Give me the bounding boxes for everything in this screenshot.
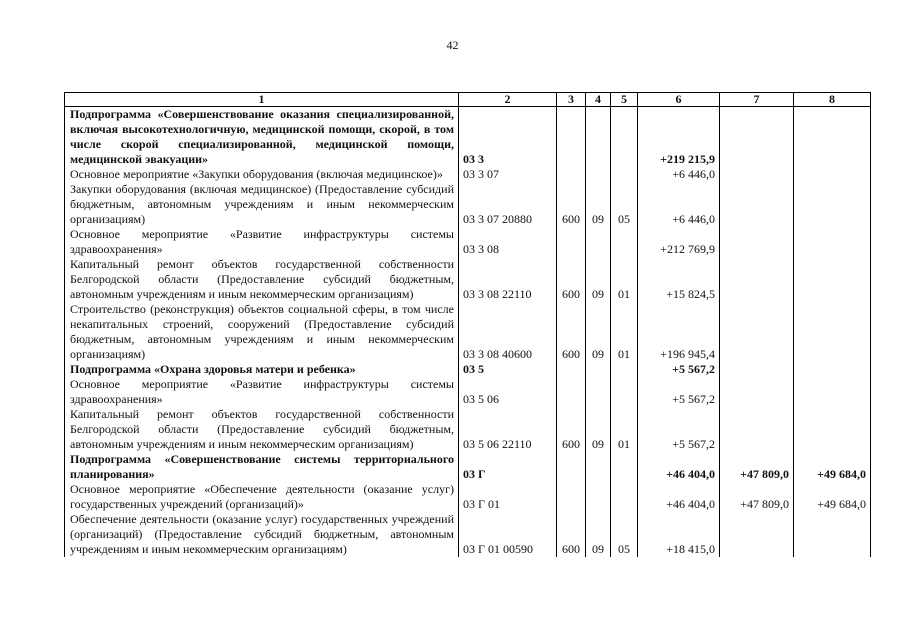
header-col-5: 5 bbox=[611, 93, 638, 107]
row-subsection: 05 bbox=[611, 512, 638, 557]
row-section: 09 bbox=[586, 257, 611, 302]
row-amount-2 bbox=[720, 182, 794, 227]
row-name: Основное мероприятие «Обеспечение деятельности (оказание услуг) государственных учреждений (организаций)» bbox=[65, 482, 459, 512]
row-name: Закупки оборудования (включая медицинское) (Предоставление субсидий бюджетным, автономным учреждениям и иным некоммерческим организациям) bbox=[65, 182, 459, 227]
row-amount-1: +5 567,2 bbox=[638, 362, 720, 377]
row-expense-type bbox=[557, 452, 586, 482]
table-row bbox=[65, 407, 871, 452]
row-name: Строительство (реконструкция) объектов социальной сферы, в том числе некапитальных строений, сооружений (Предоставление субсидий бюджетным, автономным учреждениям и иным некоммерческим организациям) bbox=[65, 302, 459, 362]
row-amount-3: +49 684,0 bbox=[794, 452, 871, 482]
row-amount-2 bbox=[720, 377, 794, 407]
row-amount-1: +212 769,9 bbox=[638, 227, 720, 257]
row-code: 03 3 bbox=[459, 107, 557, 168]
row-amount-1: +5 567,2 bbox=[638, 377, 720, 407]
table-row bbox=[65, 182, 871, 227]
row-name: Капитальный ремонт объектов государственной собственности Белгородской области (Предоставление субсидий бюджетным, автономным учреждениям и иным некоммерческим организациям) bbox=[65, 407, 459, 452]
row-expense-type: 600 bbox=[557, 182, 586, 227]
row-subsection: 01 bbox=[611, 302, 638, 362]
row-subsection bbox=[611, 362, 638, 377]
row-amount-3 bbox=[794, 257, 871, 302]
table-row bbox=[65, 452, 871, 482]
row-code: 03 3 08 22110 bbox=[459, 257, 557, 302]
table-row bbox=[65, 107, 871, 168]
row-amount-1: +15 824,5 bbox=[638, 257, 720, 302]
row-subsection bbox=[611, 227, 638, 257]
row-amount-2 bbox=[720, 512, 794, 557]
row-name: Подпрограмма «Совершенствование оказания специализированной, включая высокотехнологичную, медицинской помощи, скорой, в том числе скорой специализированной, медицинской помощи, медицинской эвакуации» bbox=[65, 107, 459, 168]
row-amount-1: +46 404,0 bbox=[638, 452, 720, 482]
row-expense-type bbox=[557, 377, 586, 407]
row-subsection bbox=[611, 377, 638, 407]
row-amount-2 bbox=[720, 362, 794, 377]
row-amount-2 bbox=[720, 107, 794, 168]
row-amount-1: +196 945,4 bbox=[638, 302, 720, 362]
table-row bbox=[65, 482, 871, 512]
row-section bbox=[586, 167, 611, 182]
row-subsection: 01 bbox=[611, 407, 638, 452]
row-code: 03 3 07 bbox=[459, 167, 557, 182]
row-expense-type bbox=[557, 482, 586, 512]
row-amount-3 bbox=[794, 227, 871, 257]
header-col-3: 3 bbox=[557, 93, 586, 107]
row-section bbox=[586, 377, 611, 407]
row-amount-1: +6 446,0 bbox=[638, 182, 720, 227]
row-code: 03 3 07 20880 bbox=[459, 182, 557, 227]
row-amount-1: +6 446,0 bbox=[638, 167, 720, 182]
row-name: Подпрограмма «Совершенствование системы территориального планирования» bbox=[65, 452, 459, 482]
row-amount-3 bbox=[794, 377, 871, 407]
row-expense-type: 600 bbox=[557, 512, 586, 557]
row-name: Подпрограмма «Охрана здоровья матери и ребенка» bbox=[65, 362, 459, 377]
row-code: 03 5 06 bbox=[459, 377, 557, 407]
header-col-8: 8 bbox=[794, 93, 871, 107]
row-amount-2 bbox=[720, 227, 794, 257]
row-expense-type: 600 bbox=[557, 407, 586, 452]
row-code: 03 Г 01 bbox=[459, 482, 557, 512]
row-code: 03 5 06 22110 bbox=[459, 407, 557, 452]
row-name: Основное мероприятие «Развитие инфраструктуры системы здравоохранения» bbox=[65, 227, 459, 257]
row-section: 09 bbox=[586, 302, 611, 362]
row-section bbox=[586, 227, 611, 257]
row-subsection bbox=[611, 482, 638, 512]
row-section: 09 bbox=[586, 512, 611, 557]
row-section bbox=[586, 482, 611, 512]
row-subsection bbox=[611, 452, 638, 482]
row-section bbox=[586, 107, 611, 168]
row-amount-2 bbox=[720, 167, 794, 182]
table-row bbox=[65, 302, 871, 362]
row-amount-3 bbox=[794, 167, 871, 182]
row-code: 03 Г 01 00590 bbox=[459, 512, 557, 557]
row-section: 09 bbox=[586, 407, 611, 452]
header-col-2: 2 bbox=[459, 93, 557, 107]
row-amount-2 bbox=[720, 302, 794, 362]
row-name: Основное мероприятие «Закупки оборудования (включая медицинское)» bbox=[65, 167, 459, 182]
page-number: 42 bbox=[446, 38, 459, 52]
row-subsection: 05 bbox=[611, 182, 638, 227]
table-row bbox=[65, 362, 871, 377]
row-amount-1: +5 567,2 bbox=[638, 407, 720, 452]
row-subsection bbox=[611, 167, 638, 182]
row-section: 09 bbox=[586, 182, 611, 227]
table-row bbox=[65, 167, 871, 182]
row-amount-3 bbox=[794, 407, 871, 452]
header-row bbox=[65, 93, 871, 107]
row-code: 03 Г bbox=[459, 452, 557, 482]
row-code: 03 5 bbox=[459, 362, 557, 377]
table-row bbox=[65, 377, 871, 407]
row-expense-type bbox=[557, 167, 586, 182]
row-name: Обеспечение деятельности (оказание услуг) государственных учреждений (организаций) (Предоставление субсидий бюджетным, автономным учреждениям и иным некоммерческим организациям) bbox=[65, 512, 459, 557]
row-amount-3 bbox=[794, 182, 871, 227]
table-row bbox=[65, 227, 871, 257]
row-subsection: 01 bbox=[611, 257, 638, 302]
header-col-6: 6 bbox=[638, 93, 720, 107]
table-row bbox=[65, 512, 871, 557]
row-amount-2 bbox=[720, 257, 794, 302]
row-amount-3 bbox=[794, 302, 871, 362]
row-section bbox=[586, 452, 611, 482]
header-col-7: 7 bbox=[720, 93, 794, 107]
budget-table bbox=[64, 92, 871, 557]
row-expense-type: 600 bbox=[557, 302, 586, 362]
row-amount-1: +46 404,0 bbox=[638, 482, 720, 512]
row-section bbox=[586, 362, 611, 377]
row-expense-type bbox=[557, 107, 586, 168]
row-amount-1: +18 415,0 bbox=[638, 512, 720, 557]
row-amount-2: +47 809,0 bbox=[720, 482, 794, 512]
row-amount-2: +47 809,0 bbox=[720, 452, 794, 482]
row-amount-3 bbox=[794, 362, 871, 377]
row-expense-type: 600 bbox=[557, 257, 586, 302]
row-amount-1: +219 215,9 bbox=[638, 107, 720, 168]
row-amount-3: +49 684,0 bbox=[794, 482, 871, 512]
row-amount-3 bbox=[794, 512, 871, 557]
row-code: 03 3 08 40600 bbox=[459, 302, 557, 362]
row-amount-2 bbox=[720, 407, 794, 452]
table-row bbox=[65, 257, 871, 302]
header-col-1: 1 bbox=[65, 93, 459, 107]
row-name: Капитальный ремонт объектов государственной собственности Белгородской области (Предоставление субсидий бюджетным, автономным учреждениям и иным некоммерческим организациям) bbox=[65, 257, 459, 302]
row-subsection bbox=[611, 107, 638, 168]
row-name: Основное мероприятие «Развитие инфраструктуры системы здравоохранения» bbox=[65, 377, 459, 407]
row-expense-type bbox=[557, 227, 586, 257]
row-expense-type bbox=[557, 362, 586, 377]
row-code: 03 3 08 bbox=[459, 227, 557, 257]
header-col-4: 4 bbox=[586, 93, 611, 107]
row-amount-3 bbox=[794, 107, 871, 168]
